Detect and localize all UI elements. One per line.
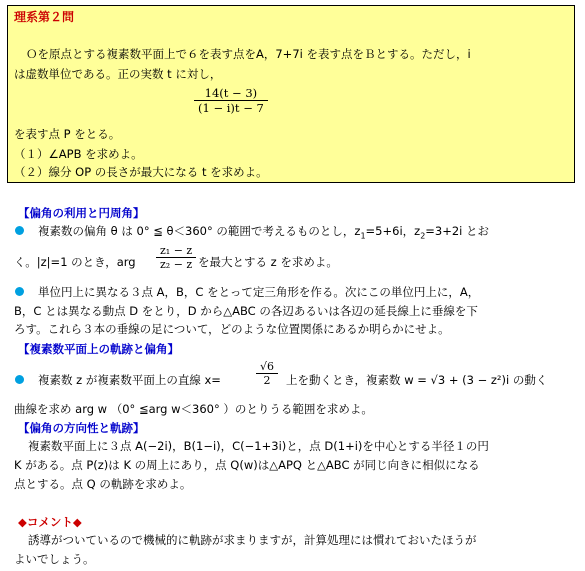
problem-title: 理系第２問 [14,10,75,24]
comment-title: ◆コメント◆ [18,515,82,529]
bullet-icon [15,375,24,384]
section3-line-1a: 複素数 z が複素数平面上の直線 x= [38,373,221,387]
section4-line-1: 複素数平面上に３点 A(−2i)，B(1−i)，C(−1+3i)と，点 D(1+i)を中心とする半径１の円 [28,439,489,453]
comment-line-2: よいでしょう。 [14,552,95,566]
problem-line-1: Ｏを原点とする複素数平面上で６を表す点をA，7+7i を表す点をＢとする。ただし，i [26,47,471,61]
section3-fraction-numerator: √6 [260,360,275,373]
section4-line-2: K がある。点 P(z)は K の周上にあり，点 Q(w)は△APQ と△ABC が同じ向きに相似になる [14,458,480,472]
section2-line-1: 単位円上に異なる３点 A，B，C をとって定三角形を作る。次にこの単位円上に，A， [38,285,480,299]
section1-line-1 [38,223,489,240]
section1-line-1c: =3+2i とお [425,224,490,238]
section1-line-1b: =5+6i，z [365,224,421,238]
section1-line-2a: く。|z|=1 のとき，arg [14,255,136,269]
section3-line-2: 曲線を求め arg w （0° ≦arg w＜360° ）のとりうる範囲を求めよ。 [14,402,373,416]
subscript-1: 1 [360,231,366,241]
problem-question-1: （１）∠APB を求めよ。 [14,147,143,161]
section1-fraction-numerator: z₁ − z [160,244,193,257]
section3-line-1b: 上を動くとき，複素数 w = √3 + (3 − z²)i の動く [286,373,548,387]
comment-line-1: 誘導がついているので機械的に軌跡が求まりますが，計算処理には慣れておいたほうが [28,533,477,547]
problem-line-2: は虚数単位である。正の実数 t に対し， [14,67,222,81]
problem-line-3: を表す点 P をとる。 [14,127,121,141]
section3-fraction-denominator: 2 [263,374,271,387]
section1-fraction [156,244,196,271]
bullet-icon [15,287,24,296]
bullet-icon [15,226,24,235]
section-heading-locus-argument: 【複素数平面上の軌跡と偏角】 [18,342,179,356]
section2-line-2: B，C とは異なる動点 D をとり，D から△ABC の各辺あるいは各辺の延長線上に垂線を下 [14,304,478,318]
section-heading-argument-circle: 【偏角の利用と円周角】 [18,206,145,220]
section2-line-3: ろす。これら３本の垂線の足について，どのような位置関係にあるか明らかにせよ。 [14,322,450,336]
problem-fraction [194,86,268,115]
section-heading-direction-locus: 【偏角の方向性と軌跡】 [18,421,145,435]
problem-fraction-denominator: (1 − i)t − 7 [198,101,264,115]
subscript-2: 2 [420,231,426,241]
problem-fraction-numerator: 14(t − 3) [204,86,258,100]
section3-fraction [256,360,278,387]
section1-line-2b: を最大とする z を求めよ。 [198,255,338,269]
section4-line-3: 点とする。点 Q の軌跡を求めよ。 [14,477,192,491]
section1-fraction-denominator: z₂ − z [160,258,193,271]
problem-question-2: （２）線分 OP の長さが最大になる t を求めよ。 [14,165,268,179]
section1-line-1a: 複素数の偏角 θ は 0° ≦ θ＜360° の範囲で考えるものとし，z [38,224,361,238]
problem-box [7,5,575,183]
